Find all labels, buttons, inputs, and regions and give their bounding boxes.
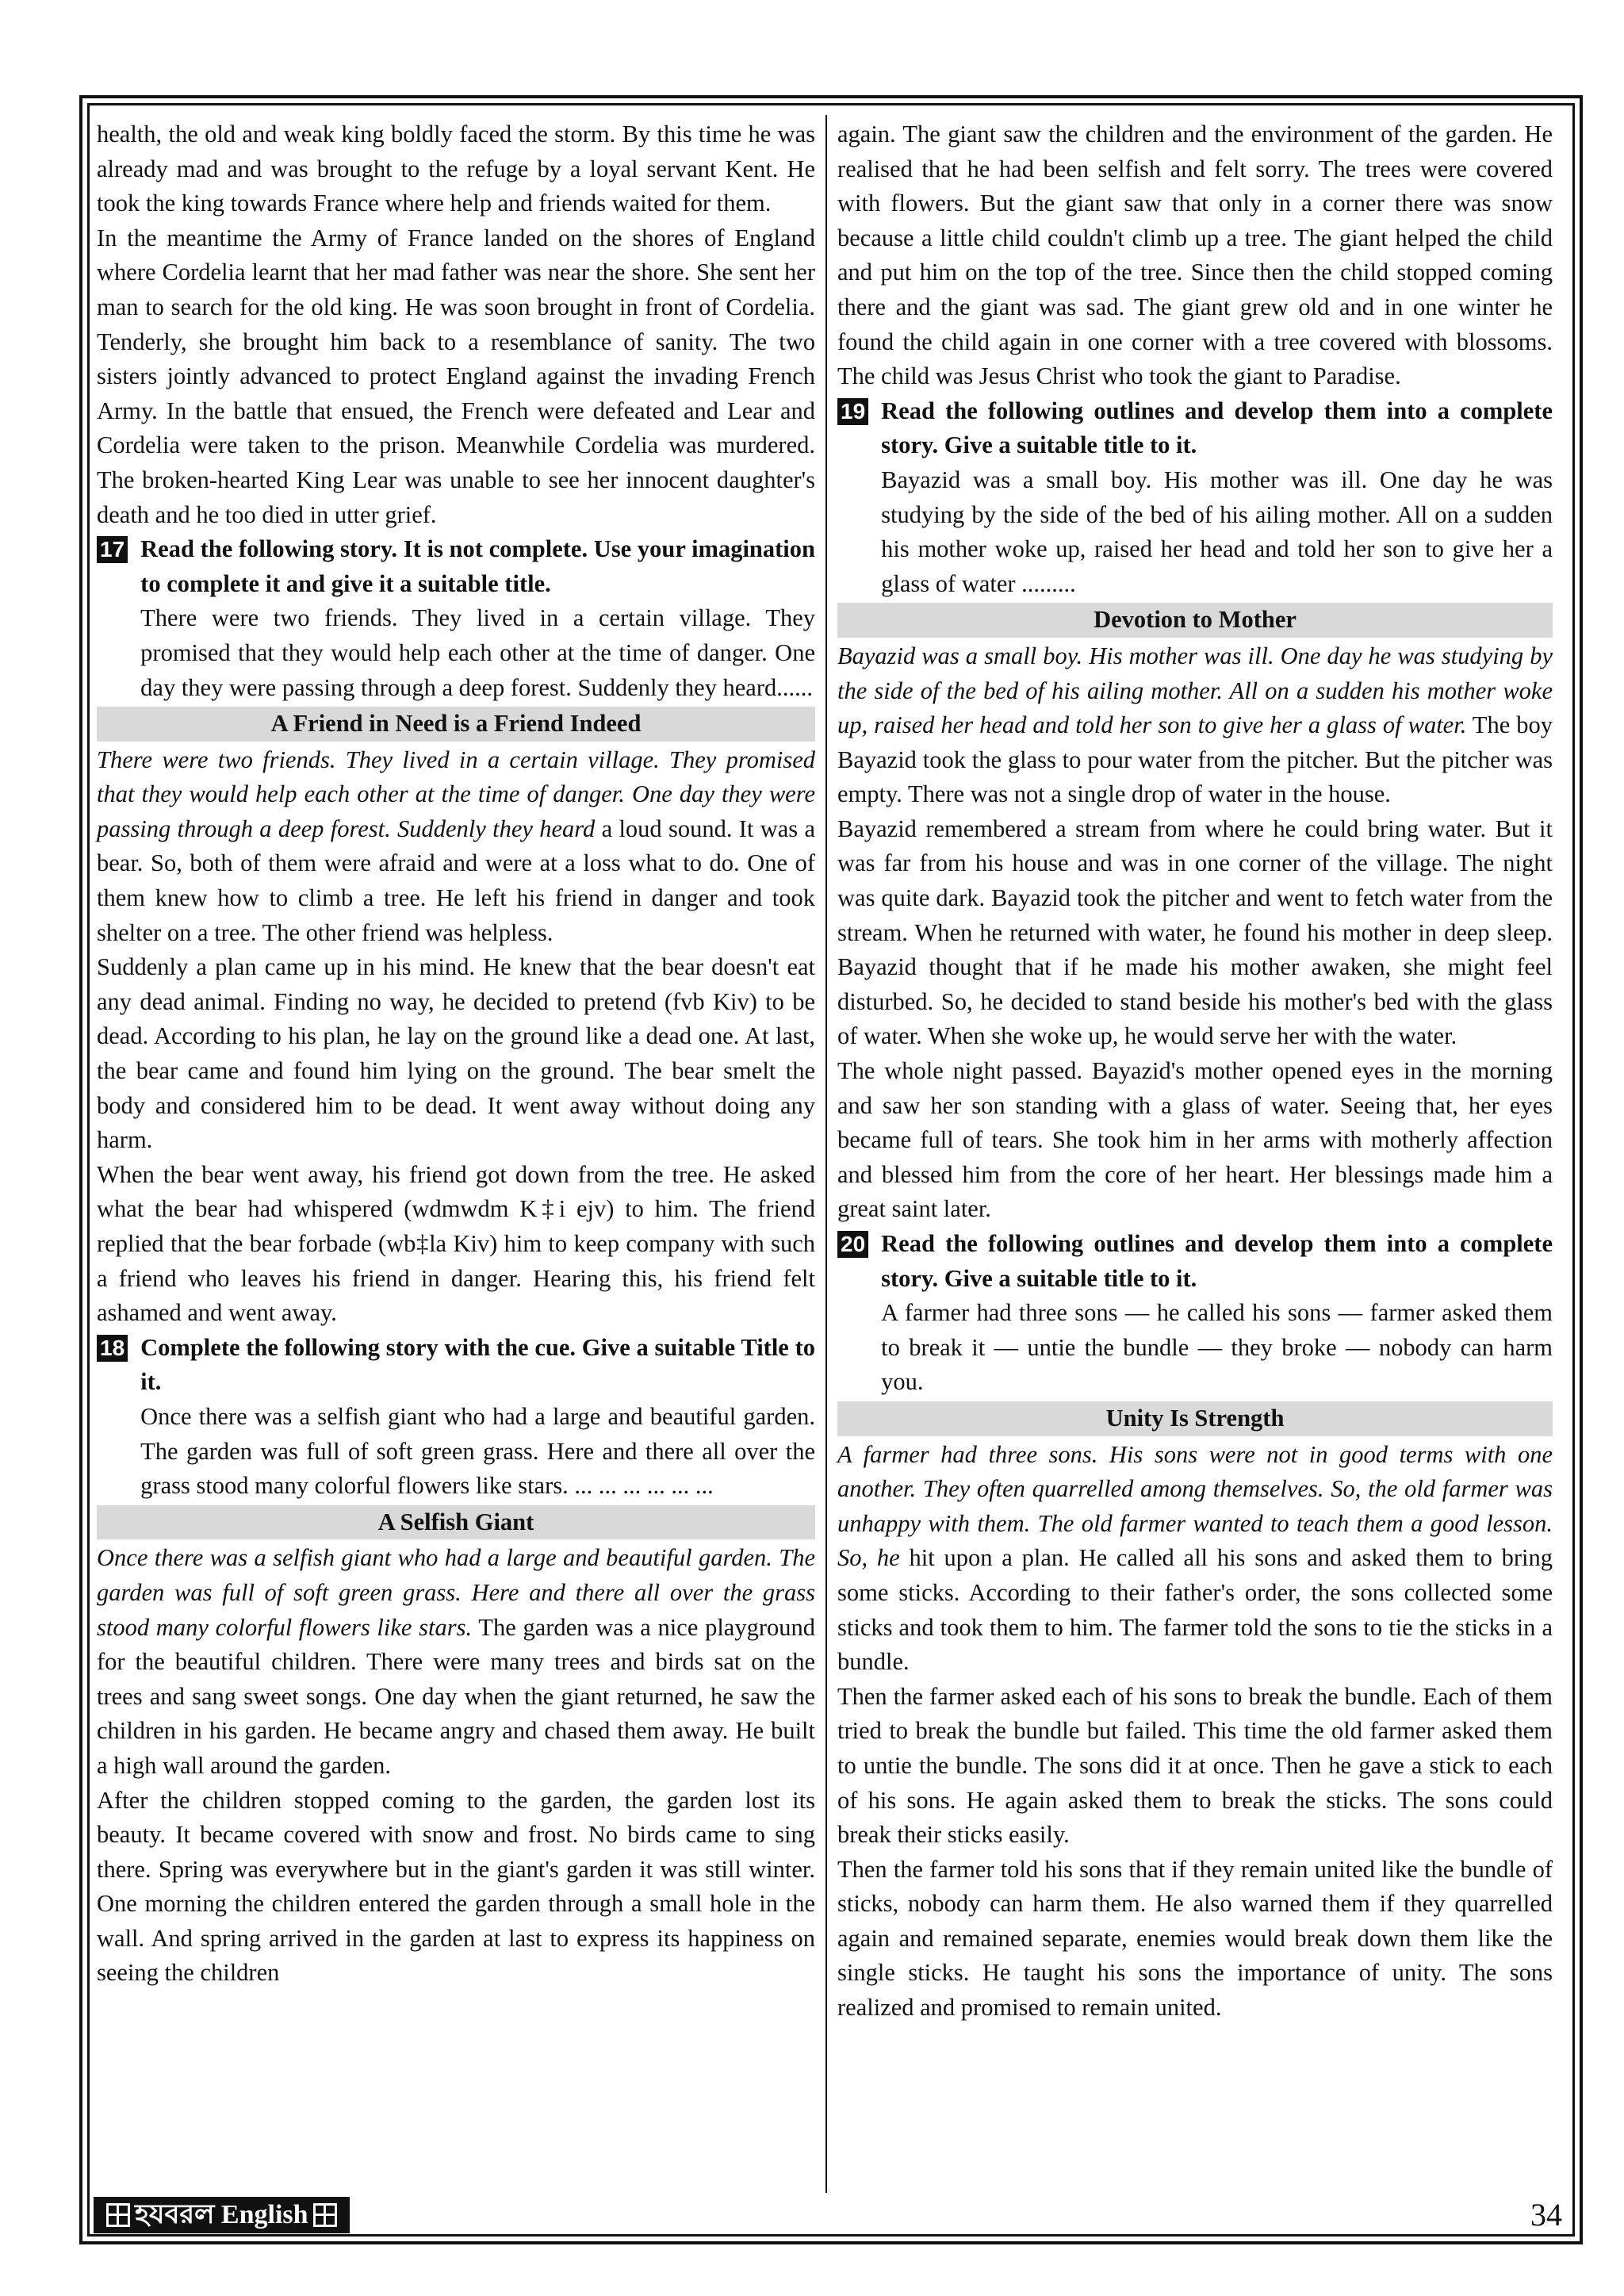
story-paragraph [97,1541,815,1783]
book-icon [106,2203,130,2227]
question-18 [97,1331,815,1504]
page-number: 34 [1530,2197,1562,2233]
story-paragraph: Suddenly a plan came up in his mind. He knew that the bear doesn't eat any dead animal. Finding no way, he decided to pretend (fvb Kiv) to be dead. According to his plan, he lay on the ground like a dead one. At last, the bear came and found him lying on the ground. The bear smelt the body and considered him to be dead. It went away without doing any harm. [97,953,815,1154]
book-icon [313,2203,337,2227]
question-17 [97,532,815,705]
cue-text: A farmer had three sons. His sons were not in good terms with one another. They often quarrelled among themselves. So, the old farmer was unhappy with them. The old farmer wanted to teach them a good lesson. So, he [837,1440,1553,1572]
brand-text: হযবরল English [135,2200,308,2229]
story-paragraph [837,639,1553,812]
story-paragraph [97,743,815,951]
brand-logo [94,2197,350,2233]
question-number: 18 [97,1335,128,1362]
story-paragraph: When the bear went away, his friend got down from the tree. He asked what the bear had whispered (wdmwdm K‡i ejv) to him. The friend replied that the bear forbade (wb‡la Kiv) him to keep company with such a friend who leaves his friend in danger. Hearing this, his friend felt ashamed and went away. [97,1160,815,1327]
question-instruction: Read the following outlines and develop them into a complete story. Give a suitable title to it. [881,1230,1553,1292]
question-number: 20 [837,1231,868,1258]
king-lear-paragraph-2: In the meantime the Army of France landed on the shores of England where Cordelia learnt that her mad father was near the shore. She sent her man to search for the old king. He was soon brought in front of Cordelia. Tenderly, she brought him back to a resemblance of sanity. The two sisters jointly advanced to protect England against the invading French Army. In the battle that ensued, the French were defeated and Lear and Cordelia were taken to the prison. Meanwhile Cordelia was murdered. The broken-hearted King Lear was unable to see her innocent daughter's death and he too died in utter grief. [97,224,815,528]
story-title: A Friend in Need is a Friend Indeed [97,707,815,742]
continuation-text: The garden was a nice playground for the beautiful children. There were many trees and birds sat on the trees and sang sweet songs. One day when the giant returned, he saw the children in his garden. He became angry and chased them away. He built a high wall around the garden. [97,1613,815,1779]
question-cue: A farmer had three sons — he called his sons — farmer asked them to break it — untie the bundle — they broke — nobody can harm you. [881,1299,1553,1396]
left-column [97,117,815,1991]
story-paragraph: Then the farmer told his sons that if they remain united like the bundle of sticks, nobody can harm them. He also warned them if they quarrelled again and remained separate, enemies would break down them like the single sticks. He taught his sons the importance of unity. The sons realized and promised to remain united. [837,1855,1553,2022]
cue-text: Bayazid was a small boy. His mother was ill. One day he was studying by the side of the bed of his ailing mother. All on a sudden his mother woke up, raised her head and told her son to give her a glass of water. [837,642,1553,739]
story-paragraph: Bayazid remembered a stream from where he could bring water. But it was far from his house and was in one corner of the village. The night was quite dark. Bayazid took the pitcher and went to fetch water from the stream. When he returned with water, he found his mother in deep sleep. Bayazid thought that if he made his mother awaken, she might feel disturbed. So, he decided to stand beside his mother's bed with the glass of water. When she woke up, he would serve her with the water. [837,815,1553,1050]
question-instruction: Read the following story. It is not complete. Use your imagination to complete it and give it a suitable title. [140,535,815,597]
right-column [837,117,1553,2026]
continuation-text: The boy Bayazid took the glass to pour water from the pitcher. But the pitcher was empty. There was not a single drop of water in the house. [837,711,1553,808]
story-title: A Selfish Giant [97,1505,815,1540]
story-title: Unity Is Strength [837,1401,1553,1436]
cue-text: There were two friends. They lived in a certain village. They promised that they would help each other at the time of danger. One day they were passing through a deep forest. Suddenly they heard [97,746,815,842]
story-paragraph: The whole night passed. Bayazid's mother opened eyes in the morning and saw her son standing with a glass of water. Seeing that, her eyes became full of tears. She took him in her arms with motherly affection and blessed him from the core of her heart. Her blessings made him a great saint later. [837,1057,1553,1223]
king-lear-paragraph-1: health, the old and weak king boldly faced the storm. By this time he was already mad and was brought to the refuge by a loyal servant Kent. He took the king towards France where help and friends waited for them. [97,121,815,217]
continuation-text: a loud sound. It was a bear. So, both of them were afraid and were at a loss what to do. One of them knew how to climb a tree. He left his friend in danger and took shelter on a tree. The other friend was helpless. [97,815,816,946]
question-number: 19 [837,398,868,425]
story-paragraph [837,1438,1553,1680]
question-number: 17 [97,536,128,563]
continuation-text: hit upon a plan. He called all his sons and asked them to bring some sticks. According to their father's order, the sons collected some sticks and took them to him. The farmer told the sons to tie the sticks in a bundle. [837,1544,1553,1676]
story-title: Devotion to Mother [837,603,1553,638]
question-cue: There were two friends. They lived in a certain village. They promised that they would help each other at the time of danger. One day they were passing through a deep forest. Suddenly they heard...... [140,604,815,701]
column-divider [825,115,827,2193]
selfish-giant-continuation: again. The giant saw the children and the environment of the garden. He realised that he had been selfish and felt sorry. The trees were covered with flowers. But the giant saw that only in a corner there was snow because a little child couldn't climb up a tree. The giant helped the child and put him on the top of the tree. Since then the child stopped coming there and the giant was sad. The giant grew old and in one winter he found the child again in one corner with a tree covered with blossoms. The child was Jesus Christ who took the giant to Paradise. [837,121,1553,390]
cue-text: Once there was a selfish giant who had a large and beautiful garden. The garden was full of soft green grass. Here and there all over the grass stood many colorful flowers like stars. [97,1544,815,1641]
question-19 [837,394,1553,602]
question-cue: Once there was a selfish giant who had a large and beautiful garden. The garden was full of soft green grass. Here and there all over the grass stood many colorful flowers like stars. ... ... ... ... ... ... [140,1402,815,1500]
story-paragraph: Then the farmer asked each of his sons to break the bundle. Each of them tried to break the bundle but failed. This time the old farmer asked them to untie the bundle. The sons did it at once. Then he gave a stick to each of his sons. He again asked them to break the sticks. The sons could break their sticks easily. [837,1682,1553,1849]
question-cue: Bayazid was a small boy. His mother was ill. One day he was studying by the side of the bed of his ailing mother. All on a sudden his mother woke up, raised her head and told her son to give her a glass of water ......... [881,466,1553,597]
story-paragraph: After the children stopped coming to the garden, the garden lost its beauty. It became covered with snow and frost. No birds came to sing there. Spring was everywhere but in the giant's garden it was still winter. One morning the children entered the garden through a small hole in the wall. And spring arrived in the garden at last to express its happiness on seeing the children [97,1786,815,1987]
question-instruction: Complete the following story with the cue. Give a suitable Title to it. [140,1333,815,1396]
question-20 [837,1227,1553,1400]
question-instruction: Read the following outlines and develop them into a complete story. Give a suitable title to it. [881,397,1553,459]
